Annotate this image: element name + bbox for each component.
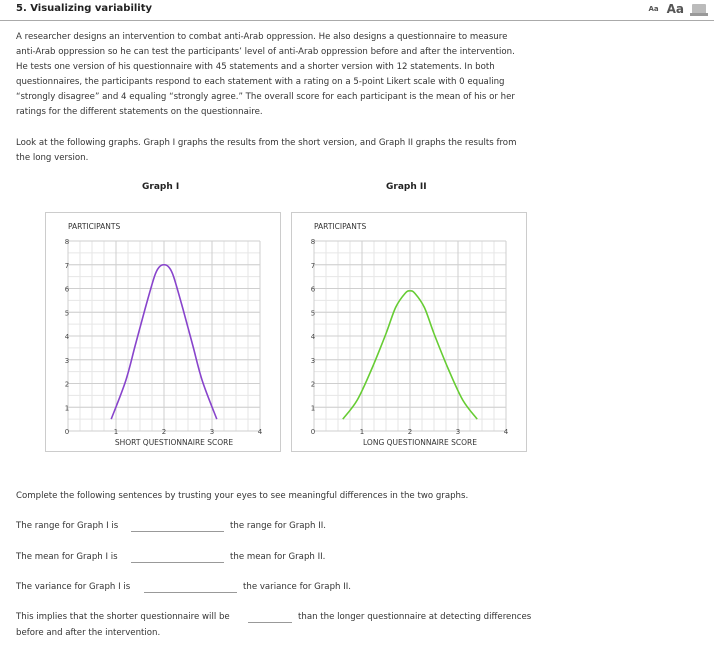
graph-intro-line: Look at the following graphs. Graph I graphs the results from the short version, and Graph II graphs the results from: [16, 138, 517, 148]
y-tick-label: 8: [64, 238, 70, 246]
graph-1-svg: [46, 213, 282, 453]
implies-answer-blank[interactable]: [248, 622, 292, 623]
x-tick-label: 1: [359, 428, 365, 436]
graph-2-panel: [291, 212, 527, 452]
range-prefix: The range for Graph I is: [16, 521, 119, 531]
graph-intro-line: the long version.: [16, 153, 89, 163]
y-tick-label: 0: [310, 428, 316, 436]
y-tick-label: 1: [310, 404, 316, 413]
y-tick-label: 6: [310, 285, 316, 294]
implies-suffix: than the longer questionnaire at detecting differences: [298, 612, 532, 622]
y-tick-label: 2: [310, 380, 316, 389]
y-axis-label: PARTICIPANTS: [68, 222, 121, 231]
y-tick-label: 5: [64, 309, 70, 318]
x-tick-label: 2: [407, 428, 413, 436]
y-tick-label: 8: [310, 238, 316, 246]
variance-suffix: the variance for Graph II.: [243, 582, 352, 592]
intro-line: He tests one version of his questionnaire with 45 statements and a shorter version with 12 statements. In both: [16, 62, 495, 72]
y-tick-label: 7: [64, 261, 70, 270]
intro-line: ratings for the different statements on the questionnaire.: [16, 107, 263, 117]
graph-2-title: Graph II: [386, 182, 427, 192]
y-tick-label: 6: [64, 285, 70, 294]
intro-paragraph: [16, 30, 556, 120]
x-tick-label: 1: [113, 428, 119, 436]
y-tick-label: 0: [64, 428, 70, 436]
mean-prefix: The mean for Graph I is: [16, 552, 118, 562]
x-tick-label: 4: [257, 428, 263, 436]
intro-line: anti-Arab oppression so he can test the participants’ level of anti-Arab oppression before and after the intervention.: [16, 47, 515, 57]
graph-1-title: Graph I: [142, 182, 180, 192]
top-bar: [0, 0, 714, 22]
range-answer-blank[interactable]: [131, 531, 224, 532]
x-tick-label: 4: [503, 428, 509, 436]
x-axis-label: SHORT QUESTIONNAIRE SCORE: [114, 438, 234, 447]
y-tick-label: 1: [64, 404, 70, 413]
graph-1-panel: [45, 212, 281, 452]
y-tick-label: 7: [310, 261, 316, 270]
y-tick-label: 4: [64, 333, 70, 341]
variance-prefix: The variance for Graph I is: [16, 582, 131, 592]
range-suffix: the range for Graph II.: [230, 521, 326, 531]
intro-line: questionnaires, the participants respond to each statement with a rating on a 5-point Likert scale with 0 equaling: [16, 77, 505, 87]
y-tick-label: 4: [310, 333, 316, 341]
x-tick-label: 2: [161, 428, 167, 436]
y-tick-label: 3: [310, 356, 316, 365]
y-tick-label: 5: [310, 309, 316, 318]
mean-suffix: the mean for Graph II.: [230, 552, 326, 562]
instruction-text: Complete the following sentences by trusting your eyes to see meaningful differences in the two graphs.: [16, 491, 469, 501]
font-size-small-button[interactable]: Aa: [648, 5, 659, 13]
x-axis-label: LONG QUESTIONNAIRE SCORE: [363, 438, 477, 447]
intro-line: “strongly disagree” and 4 equaling “strongly agree.” The overall score for each participant is the mean of his or her: [16, 92, 515, 102]
y-axis-label: PARTICIPANTS: [314, 222, 367, 231]
x-tick-label: 3: [455, 428, 461, 436]
print-icon[interactable]: [692, 4, 706, 15]
x-tick-label: 3: [209, 428, 215, 436]
mean-answer-blank[interactable]: [131, 562, 224, 563]
variance-answer-blank[interactable]: [144, 592, 237, 593]
header-divider: [0, 20, 714, 21]
question-title: 5. Visualizing variability: [16, 3, 153, 14]
implies-line-2: before and after the intervention.: [16, 628, 161, 638]
graph-2-svg: [292, 213, 528, 453]
implies-prefix: This implies that the shorter questionnaire will be: [16, 612, 230, 622]
intro-line: A researcher designs an intervention to combat anti-Arab oppression. He also designs a questionnaire to measure: [16, 32, 508, 42]
y-tick-label: 2: [64, 380, 70, 389]
font-size-large-button[interactable]: Aa: [666, 2, 684, 16]
graph-intro-paragraph: [16, 136, 556, 166]
toolbar: [648, 2, 706, 16]
y-tick-label: 3: [64, 356, 70, 365]
